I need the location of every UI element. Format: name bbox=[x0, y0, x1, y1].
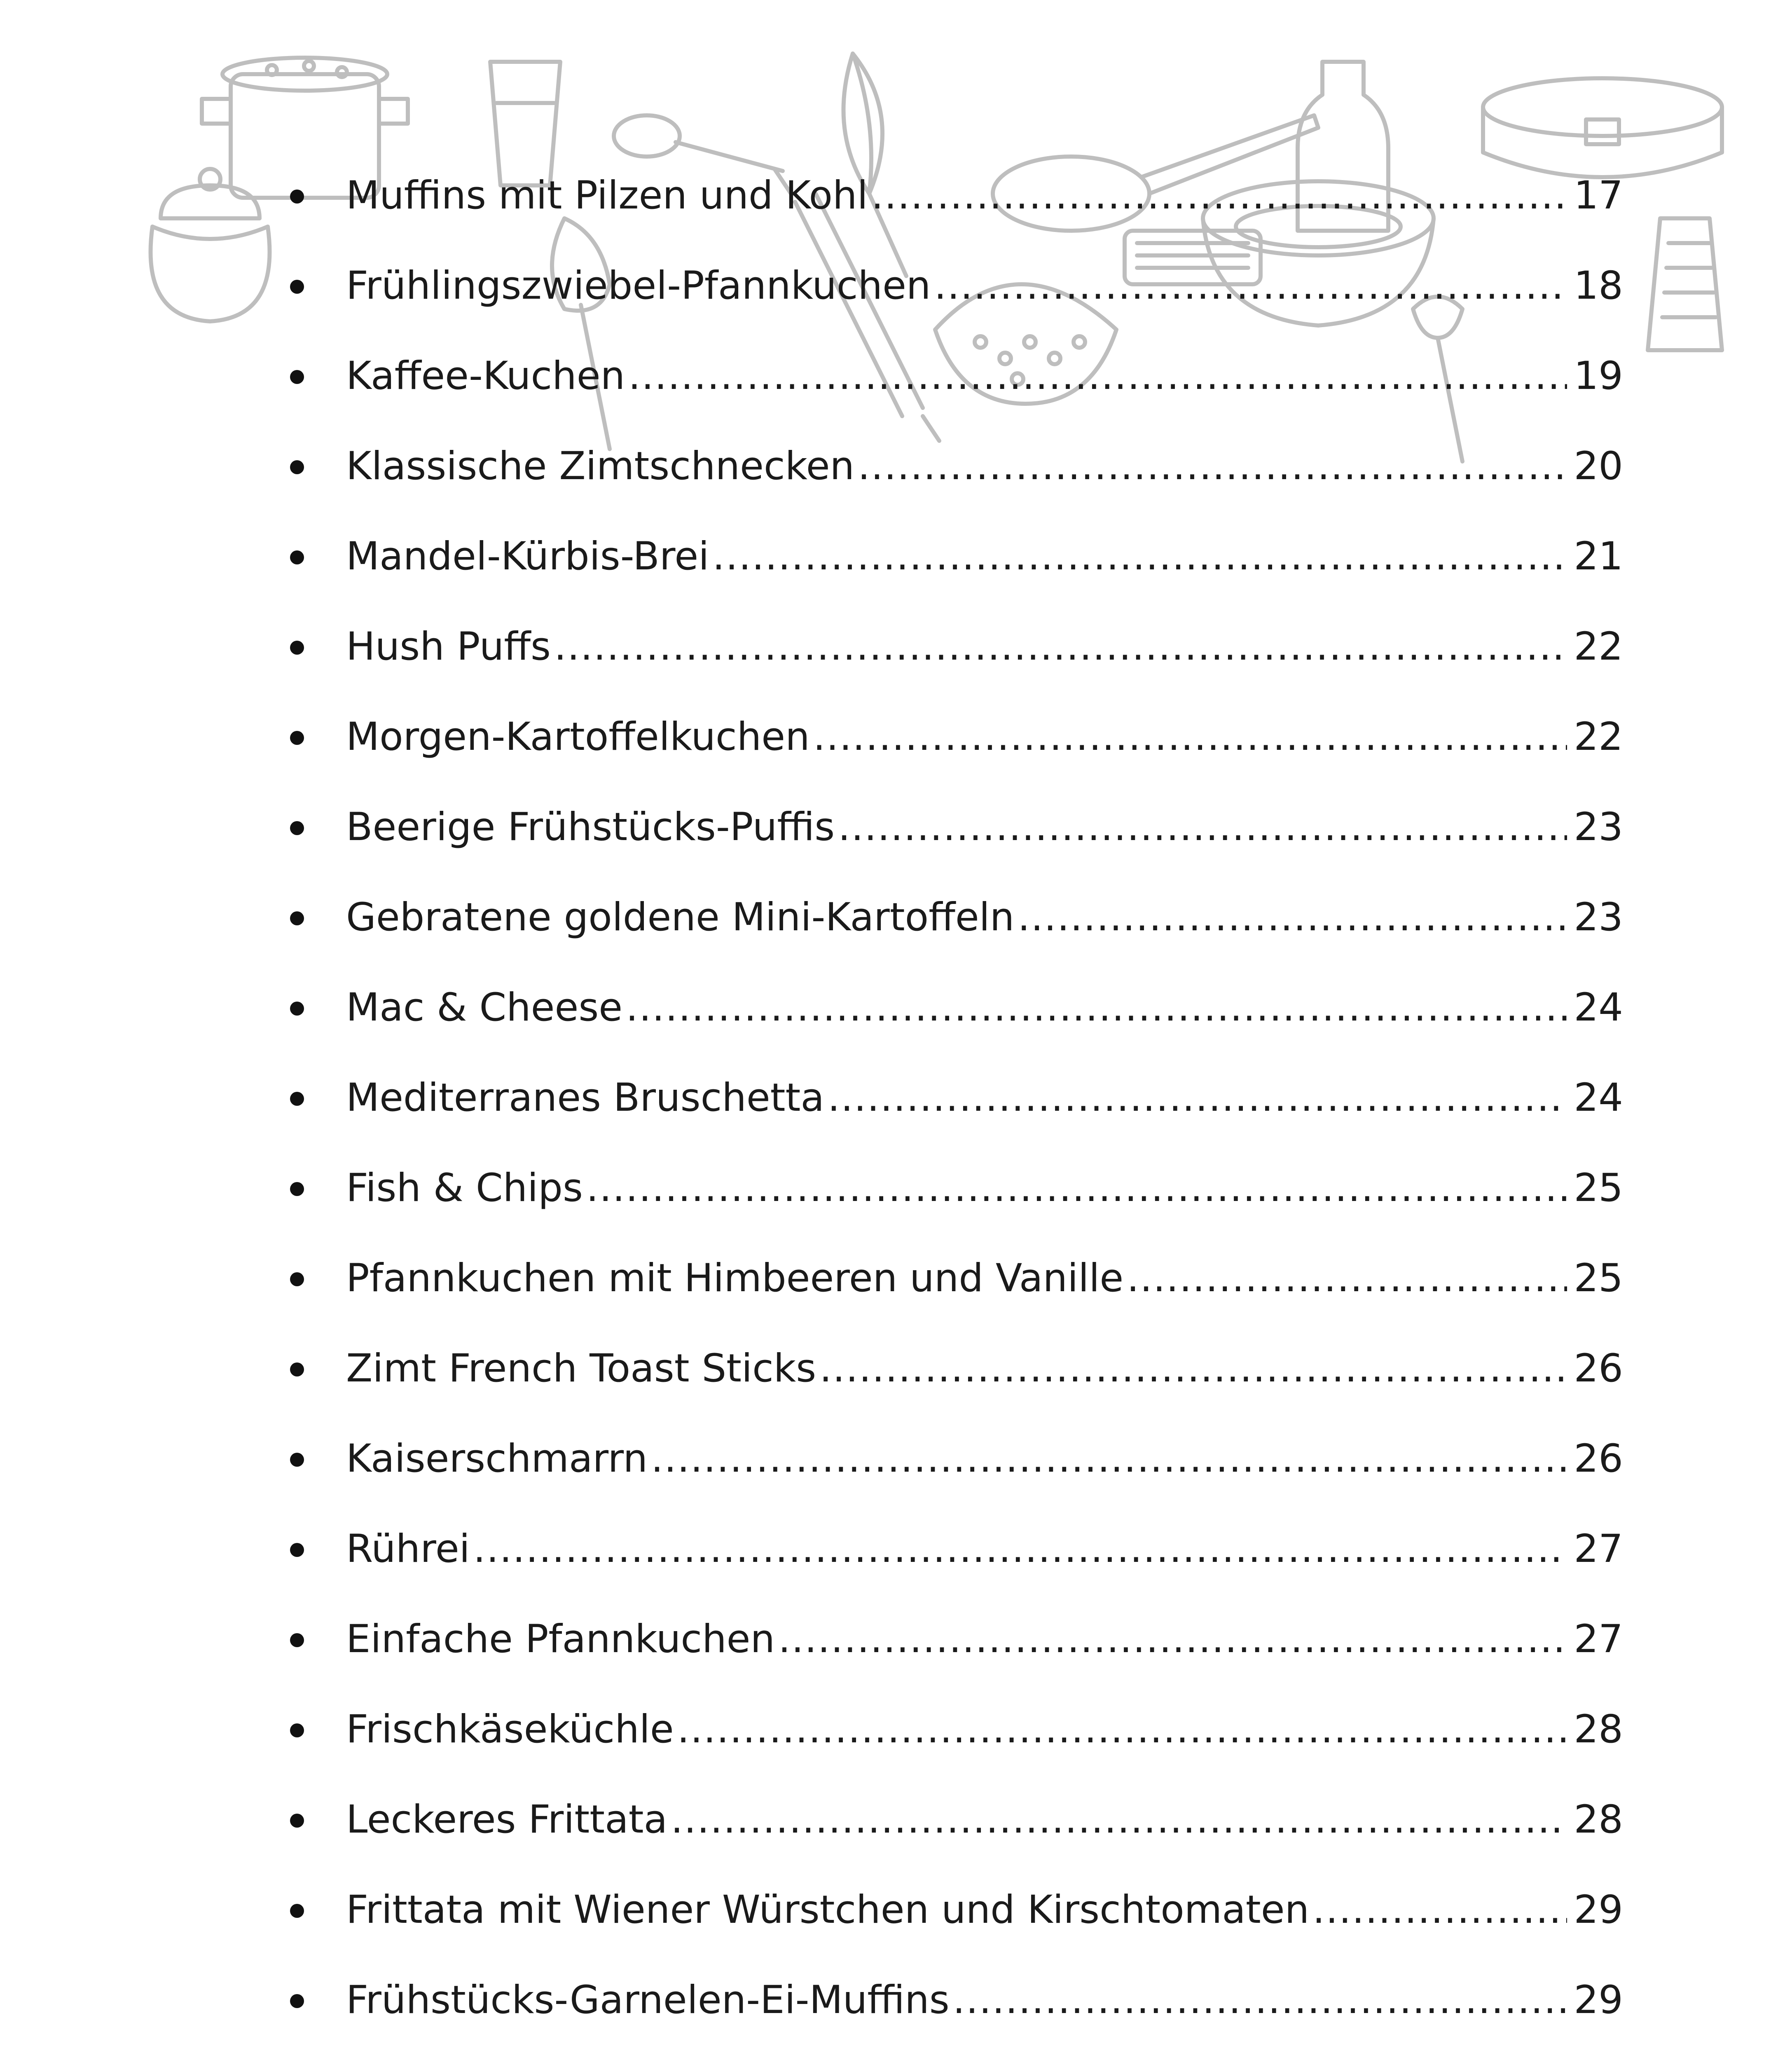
toc-entry[interactable] bbox=[346, 255, 1623, 317]
dot-leader bbox=[554, 616, 1567, 678]
toc-entry-title: Mediterranes Bruschetta bbox=[346, 1075, 825, 1120]
toc-page-number: 27 bbox=[1574, 1526, 1623, 1571]
toc-page-number: 26 bbox=[1574, 1436, 1623, 1481]
toc-entry[interactable] bbox=[346, 1608, 1623, 1670]
toc-page-number: 18 bbox=[1574, 263, 1623, 308]
dot-leader bbox=[828, 1067, 1567, 1129]
dot-leader bbox=[671, 1789, 1567, 1851]
dot-leader bbox=[838, 796, 1567, 858]
toc-entry-title: Fish & Chips bbox=[346, 1166, 583, 1210]
toc-entry[interactable] bbox=[346, 526, 1623, 588]
toc-entry[interactable] bbox=[346, 345, 1623, 407]
bullet-icon bbox=[290, 1543, 304, 1557]
toc-page-number: 21 bbox=[1574, 534, 1623, 579]
toc-entry[interactable] bbox=[346, 1518, 1623, 1580]
toc-entry-title: Frühlingszwiebel-Pfannkuchen bbox=[346, 263, 931, 308]
bullet-icon bbox=[290, 1002, 304, 1016]
toc-page-number: 17 bbox=[1574, 173, 1623, 218]
bullet-icon bbox=[290, 1994, 304, 2008]
toc-page-number: 22 bbox=[1574, 624, 1623, 669]
bullet-icon bbox=[290, 1904, 304, 1918]
bullet-icon bbox=[290, 1272, 304, 1286]
toc-entry-title: Muffins mit Pilzen und Kohl bbox=[346, 173, 868, 218]
toc-entry-title: Klassische Zimtschnecken bbox=[346, 444, 855, 489]
bullet-icon bbox=[290, 1723, 304, 1737]
dot-leader bbox=[1127, 1248, 1567, 1309]
toc-page-number: 24 bbox=[1574, 1075, 1623, 1120]
dot-leader bbox=[712, 526, 1567, 588]
dot-leader bbox=[1312, 1879, 1567, 1941]
bullet-icon bbox=[290, 1633, 304, 1647]
toc-page-number: 24 bbox=[1574, 985, 1623, 1030]
toc-entry[interactable] bbox=[346, 706, 1623, 768]
toc-entry[interactable] bbox=[346, 1428, 1623, 1490]
dot-leader bbox=[586, 1157, 1567, 1219]
bullet-icon bbox=[290, 1453, 304, 1467]
bullet-icon bbox=[290, 731, 304, 745]
toc-entry[interactable] bbox=[346, 165, 1623, 227]
bullet-icon bbox=[290, 1092, 304, 1106]
toc-page-number: 25 bbox=[1574, 1256, 1623, 1301]
toc-entry[interactable] bbox=[346, 1699, 1623, 1760]
toc-entry-title: Kaiserschmarrn bbox=[346, 1436, 648, 1481]
toc-entry-title: Gebratene goldene Mini-Kartoffeln bbox=[346, 895, 1015, 940]
dot-leader bbox=[778, 1608, 1567, 1670]
bullet-icon bbox=[290, 1362, 304, 1376]
toc-entry-title: Mandel-Kürbis-Brei bbox=[346, 534, 709, 579]
bullet-icon bbox=[290, 370, 304, 384]
toc-entry[interactable] bbox=[346, 1879, 1623, 1941]
dot-leader bbox=[953, 1969, 1567, 2031]
bullet-icon bbox=[290, 460, 304, 474]
dot-leader bbox=[473, 1518, 1567, 1580]
toc-entry-title: Leckeres Frittata bbox=[346, 1797, 668, 1842]
toc-entry[interactable] bbox=[346, 1157, 1623, 1219]
toc-entry[interactable] bbox=[346, 1338, 1623, 1400]
dot-leader bbox=[819, 1338, 1567, 1400]
bullet-icon bbox=[290, 550, 304, 564]
toc-entry-title: Frühstücks-Garnelen-Ei-Muffins bbox=[346, 1978, 950, 2023]
toc-page-number: 22 bbox=[1574, 714, 1623, 759]
toc-page-number: 29 bbox=[1574, 1887, 1623, 1932]
toc-entry-title: Kaffee-Kuchen bbox=[346, 353, 625, 398]
toc-page-number: 23 bbox=[1574, 805, 1623, 850]
toc-entry[interactable] bbox=[346, 1248, 1623, 1309]
dot-leader bbox=[1018, 887, 1567, 948]
toc-entry-title: Einfache Pfannkuchen bbox=[346, 1617, 775, 1662]
toc-entry-title: Frittata mit Wiener Würstchen und Kirschtomaten bbox=[346, 1887, 1310, 1932]
toc-entry-title: Frischkäseküchle bbox=[346, 1707, 674, 1752]
toc-entry-title: Rührei bbox=[346, 1526, 470, 1571]
bullet-icon bbox=[290, 1814, 304, 1828]
bullet-icon bbox=[290, 190, 304, 204]
dot-leader bbox=[677, 1699, 1567, 1760]
toc-page-number: 26 bbox=[1574, 1346, 1623, 1391]
toc-page-number: 29 bbox=[1574, 1978, 1623, 2023]
toc-entry-title: Morgen-Kartoffelkuchen bbox=[346, 714, 810, 759]
dot-leader bbox=[858, 435, 1567, 497]
bullet-icon bbox=[290, 641, 304, 655]
bullet-icon bbox=[290, 911, 304, 925]
toc-page-number: 28 bbox=[1574, 1797, 1623, 1842]
toc-page-number: 25 bbox=[1574, 1166, 1623, 1210]
dot-leader bbox=[934, 255, 1567, 317]
toc-entry-title: Mac & Cheese bbox=[346, 985, 623, 1030]
toc-entry-title: Pfannkuchen mit Himbeeren und Vanille bbox=[346, 1256, 1124, 1301]
toc-entry[interactable] bbox=[346, 616, 1623, 678]
bullet-icon bbox=[290, 280, 304, 294]
toc-entry[interactable] bbox=[346, 1969, 1623, 2031]
toc-entry-title: Hush Puffs bbox=[346, 624, 551, 669]
toc-page-number: 20 bbox=[1574, 444, 1623, 489]
toc-entry[interactable] bbox=[346, 435, 1623, 497]
toc-entry[interactable] bbox=[346, 977, 1623, 1039]
toc-entry-title: Beerige Frühstücks-Puffis bbox=[346, 805, 835, 850]
dot-leader bbox=[813, 706, 1567, 768]
toc-page-number: 28 bbox=[1574, 1707, 1623, 1752]
bullet-icon bbox=[290, 1182, 304, 1196]
dot-leader bbox=[626, 977, 1567, 1039]
dot-leader bbox=[628, 345, 1567, 407]
toc-entry[interactable] bbox=[346, 1067, 1623, 1129]
toc-entry[interactable] bbox=[346, 887, 1623, 948]
toc-entry[interactable] bbox=[346, 796, 1623, 858]
bullet-icon bbox=[290, 821, 304, 835]
toc-page-number: 19 bbox=[1574, 353, 1623, 398]
toc-page-number: 27 bbox=[1574, 1617, 1623, 1662]
toc-page-number: 23 bbox=[1574, 895, 1623, 940]
toc-entry[interactable] bbox=[346, 1789, 1623, 1851]
dot-leader bbox=[651, 1428, 1567, 1490]
toc-entry-title: Zimt French Toast Sticks bbox=[346, 1346, 816, 1391]
dot-leader bbox=[871, 165, 1567, 227]
